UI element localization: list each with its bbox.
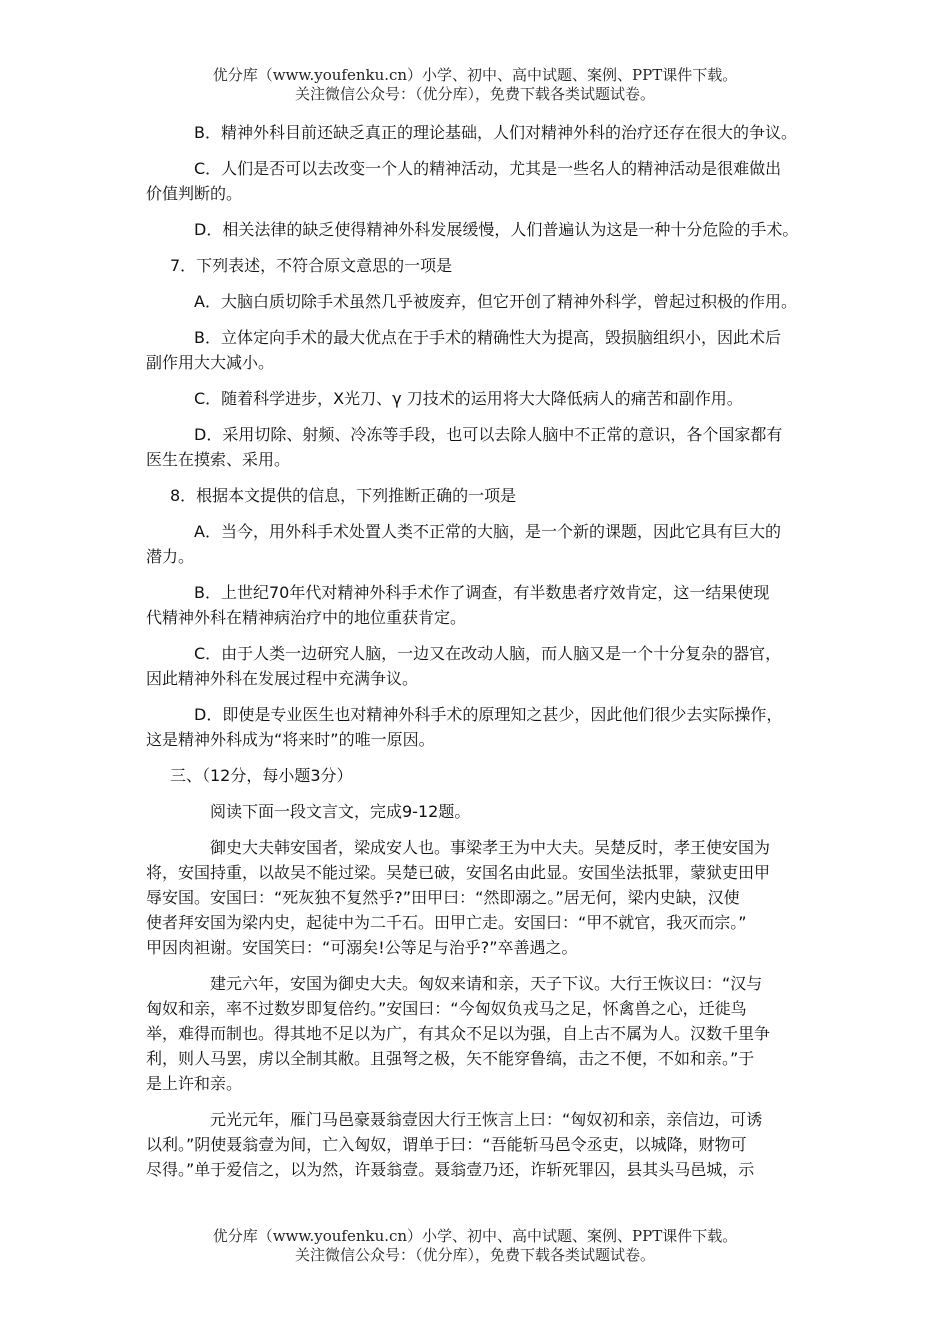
- option-7c: C．随着科学进步，X光刀、γ 刀技术的运用将大大降低病人的痛苦和副作用。: [194, 389, 743, 408]
- option-7b: B．立体定向手术的最大优点在于手术的精确性大为提高，毁损脑组织小，因此术后 副作用大大减小。: [146, 328, 781, 372]
- footer-line-2: 关注微信公众号：（优分库），免费下载各类试题试卷。: [294, 1246, 655, 1264]
- section-3-heading: 三、（12分，每小题3分）: [170, 766, 353, 785]
- header-line-1: 优分库（www.youfenku.cn）小学、初中、高中试题、案例、PPT课件下载。: [212, 66, 738, 84]
- option-8a: A．当今，用外科手术处置人类不正常的大脑，是一个新的课题，因此它具有巨大的 潜力。: [146, 522, 781, 566]
- classical-passage-paragraph-1: 御史大夫韩安国者，梁成安人也。事梁孝王为中大夫。吴楚反时，孝王使安国为 将，安国持重，以故吴不能过梁。吴楚已破，安国名由此显。安国坐法抵罪，蒙狱吏田甲 辱安国。安国曰：“死灰独不复然乎?”田甲曰：“然即溺之。”居无何，梁内史缺，汉使 使者拜安国为梁内史，起徒中为二千石。田甲亡走。安国曰：“甲不就官，我灭而宗。” 甲因肉袒谢。安国笑曰：“可溺矣!公等足与治乎?”卒善遇之。: [146, 838, 771, 957]
- option-6d: D．相关法律的缺乏使得精神外科发展缓慢，人们普遍认为这是一种十分危险的手术。: [194, 220, 799, 239]
- question-7: 7．下列表述，不符合原文意思的一项是: [170, 256, 453, 275]
- classical-passage-paragraph-3: 元光元年，雁门马邑豪聂翁壹因大行王恢言上曰：“匈奴初和亲，亲信边，可诱 以利。”阴使聂翁壹为间，亡入匈奴，谓单于曰：“吾能斩马邑令丞吏，以城降，财物可 尽得。”单于爱信之，以为然，许聂翁壹。聂翁壹乃还，诈斩死罪囚，县其头马邑城，示: [146, 1110, 763, 1179]
- option-8d: D．即使是专业医生也对精神外科手术的原理知之甚少，因此他们很少去实际操作， 这是精神外科成为“将来时”的唯一原因。: [146, 705, 783, 749]
- option-6c: C．人们是否可以去改变一个人的精神活动，尤其是一些名人的精神活动是很难做出 价值判断的。: [146, 159, 782, 203]
- classical-passage-paragraph-2: 建元六年，安国为御史大夫。匈奴来请和亲，天子下议。大行王恢议曰：“汉与 匈奴和亲，率不过数岁即复倍约。”安国曰：“今匈奴负戎马之足，怀禽兽之心，迁徙鸟 举，难得而制也。得其地不足以为广，有其众不足以为强，自上古不属为人。汉数千里争 利，则人马罢，虏以全制其敝。且强弩之极，矢不能穿鲁缟，击之不便，不如和亲。”于 是上许和亲。: [146, 974, 771, 1093]
- header-line-2: 关注微信公众号：（优分库），免费下载各类试题试卷。: [294, 85, 655, 103]
- option-8c: C．由于人类一边研究人脑，一边又在改动人脑，而人脑又是一个十分复杂的器官， 因此精神外科在发展过程中充满争议。: [146, 644, 782, 688]
- page-footer: [0, 1227, 950, 1265]
- page-header: [0, 66, 950, 104]
- document-body: [146, 120, 809, 1182]
- option-7a: A．大脑白质切除手术虽然几乎被废弃，但它开创了精神外科学，曾起过积极的作用。: [194, 292, 797, 311]
- option-7d: D．采用切除、射频、冷冻等手段，也可以去除人脑中不正常的意识，各个国家都有 医生在摸索、采用。: [146, 425, 783, 469]
- option-8b: B．上世纪70年代对精神外科手术作了调查，有半数患者疗效肯定，这一结果使现 代精神外科在精神病治疗中的地位重获肯定。: [146, 583, 770, 627]
- question-8: 8．根据本文提供的信息，下列推断正确的一项是: [170, 486, 517, 505]
- reading-instruction: 阅读下面一段文言文，完成9-12题。: [210, 802, 471, 821]
- option-6b: B．精神外科目前还缺乏真正的理论基础，人们对精神外科的治疗还存在很大的争议。: [194, 123, 797, 142]
- footer-line-1: 优分库（www.youfenku.cn）小学、初中、高中试题、案例、PPT课件下载。: [212, 1227, 738, 1245]
